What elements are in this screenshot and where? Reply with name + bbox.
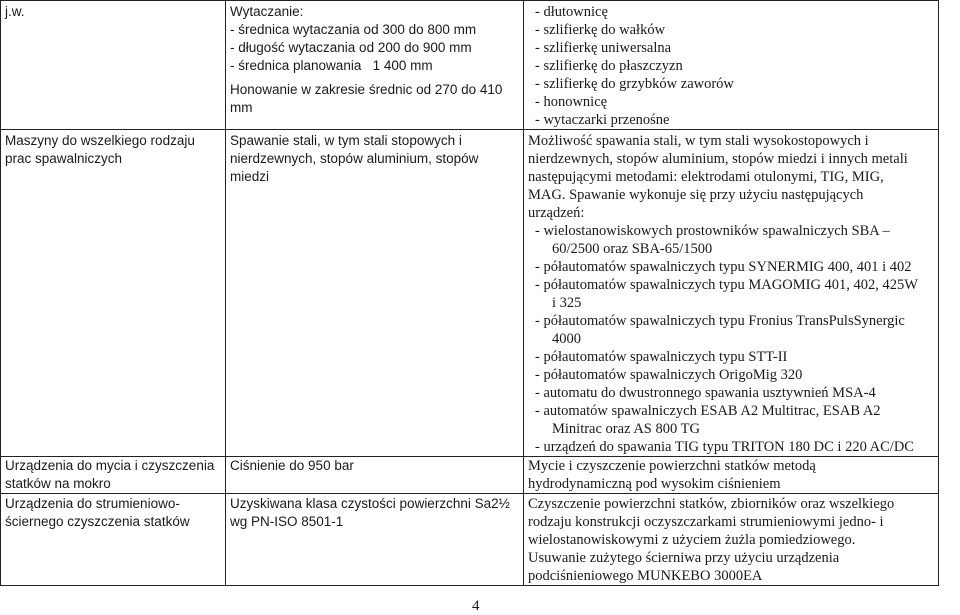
list-item: 4000	[552, 331, 581, 347]
list-item: 60/2500 oraz SBA-65/1500	[552, 241, 713, 257]
list-item: - dłutownicę	[535, 4, 608, 20]
table-row	[1, 494, 939, 586]
list-item: - szlifierkę do płaszczyzn	[535, 58, 683, 74]
list-item: - półautomatów spawalniczych OrigoMig 320	[535, 367, 803, 383]
row2-col3	[524, 130, 939, 457]
row3-col3	[524, 457, 939, 494]
list-item: i 325	[552, 295, 582, 311]
row2-col1	[1, 130, 226, 457]
row-label: Urządzenia do mycia i czyszczenia	[5, 458, 215, 473]
text-line: - średnica planowania 1 400 mm	[230, 58, 433, 73]
list-item: - urządzeń do spawania TIG typu TRITON 180 DC i 220 AC/DC	[535, 439, 914, 455]
list-item: - półautomatów spawalniczych typu SYNERMIG 400, 401 i 402	[535, 259, 912, 275]
row1-col3	[524, 1, 939, 130]
row4-col1	[1, 494, 226, 586]
row1-col2	[226, 1, 524, 130]
text-line: MAG. Spawanie wykonuje się przy użyciu następujących	[528, 187, 864, 203]
table-row	[1, 130, 939, 457]
row2-col2	[226, 130, 524, 457]
text-line: miedzi	[230, 169, 270, 184]
table-row	[1, 1, 939, 130]
text-line: Czyszczenie powierzchni statków, zbiorników oraz wszelkiego	[528, 496, 895, 512]
row-label: Maszyny do wszelkiego rodzaju	[5, 133, 195, 148]
text-line: Mycie i czyszczenie powierzchni statków metodą	[528, 458, 816, 474]
row-label: Urządzenia do strumieniowo-	[5, 496, 180, 511]
text-line: podciśnieniowego MUNKEBO 3000EA	[528, 568, 763, 584]
text-line: Spawanie stali, w tym stali stopowych i	[230, 133, 462, 148]
text-line: mm	[230, 100, 253, 115]
text-line: nierdzewnych, stopów aluminium, stopów miedzi i innych metali	[528, 151, 908, 167]
list-item: - półautomatów spawalniczych typu STT-II	[535, 349, 788, 365]
list-item: - wytaczarki przenośne	[535, 112, 670, 128]
list-item: - automatów spawalniczych ESAB A2 Multitrac, ESAB A2	[535, 403, 881, 419]
text-line: Możliwość spawania stali, w tym stali wysokostopowych i	[528, 133, 869, 149]
text-line: Wytaczanie:	[230, 4, 304, 19]
row-label: j.w.	[5, 4, 25, 19]
row3-col2	[226, 457, 524, 494]
text-line: - długość wytaczania od 200 do 900 mm	[230, 40, 472, 55]
row-label: ściernego czyszczenia statków	[5, 514, 190, 529]
list-item: - szlifierkę uniwersalna	[535, 40, 672, 56]
text-line: - średnica wytaczania od 300 do 800 mm	[230, 22, 477, 37]
text-line: rodzaju konstrukcji oczyszczarkami strumieniowymi jedno- i	[528, 514, 884, 530]
text-line: Usuwanie zużytego ścierniwa przy użyciu urządzenia	[528, 550, 840, 566]
list-item: - wielostanowiskowych prostowników spawalniczych SBA –	[535, 223, 890, 239]
text-line: Ciśnienie do 950 bar	[230, 458, 354, 473]
list-item: Minitrac oraz AS 800 TG	[552, 421, 700, 437]
text-line: nierdzewnych, stopów aluminium, stopów	[230, 151, 479, 166]
list-item: - automatu do dwustronnego spawania usztywnień MSA-4	[535, 385, 876, 401]
list-item: - honownicę	[535, 94, 608, 110]
text-line: hydrodynamiczną pod wysokim ciśnieniem	[528, 476, 781, 492]
row3-col1	[1, 457, 226, 494]
row4-col2	[226, 494, 524, 586]
row4-col3	[524, 494, 939, 586]
list-item: - półautomatów spawalniczych typu Fronius TransPulsSynergic	[535, 313, 905, 329]
list-item: - półautomatów spawalniczych typu MAGOMIG 401, 402, 425W	[535, 277, 918, 293]
list-item: - szlifierkę do grzybków zaworów	[535, 76, 734, 92]
text-line: urządzeń:	[528, 205, 585, 221]
text-line: następującymi metodami: elektrodami otulonymi, TIG, MIG,	[528, 169, 884, 185]
row-label: prac spawalniczych	[5, 151, 123, 166]
text-line: Honowanie w zakresie średnic od 270 do 410	[230, 82, 503, 97]
row1-col1	[1, 1, 226, 130]
table-row	[1, 457, 939, 494]
page-number: 4	[472, 598, 480, 614]
text-line: wielostanowiskowymi z użyciem żużla pomiedziowego.	[528, 532, 856, 548]
text-line: Uzyskiwana klasa czystości powierzchni Sa2½	[230, 496, 510, 511]
list-item: - szlifierkę do wałków	[535, 22, 666, 38]
row-label: statków na mokro	[5, 476, 111, 491]
text-line: wg PN-ISO 8501-1	[230, 514, 344, 529]
